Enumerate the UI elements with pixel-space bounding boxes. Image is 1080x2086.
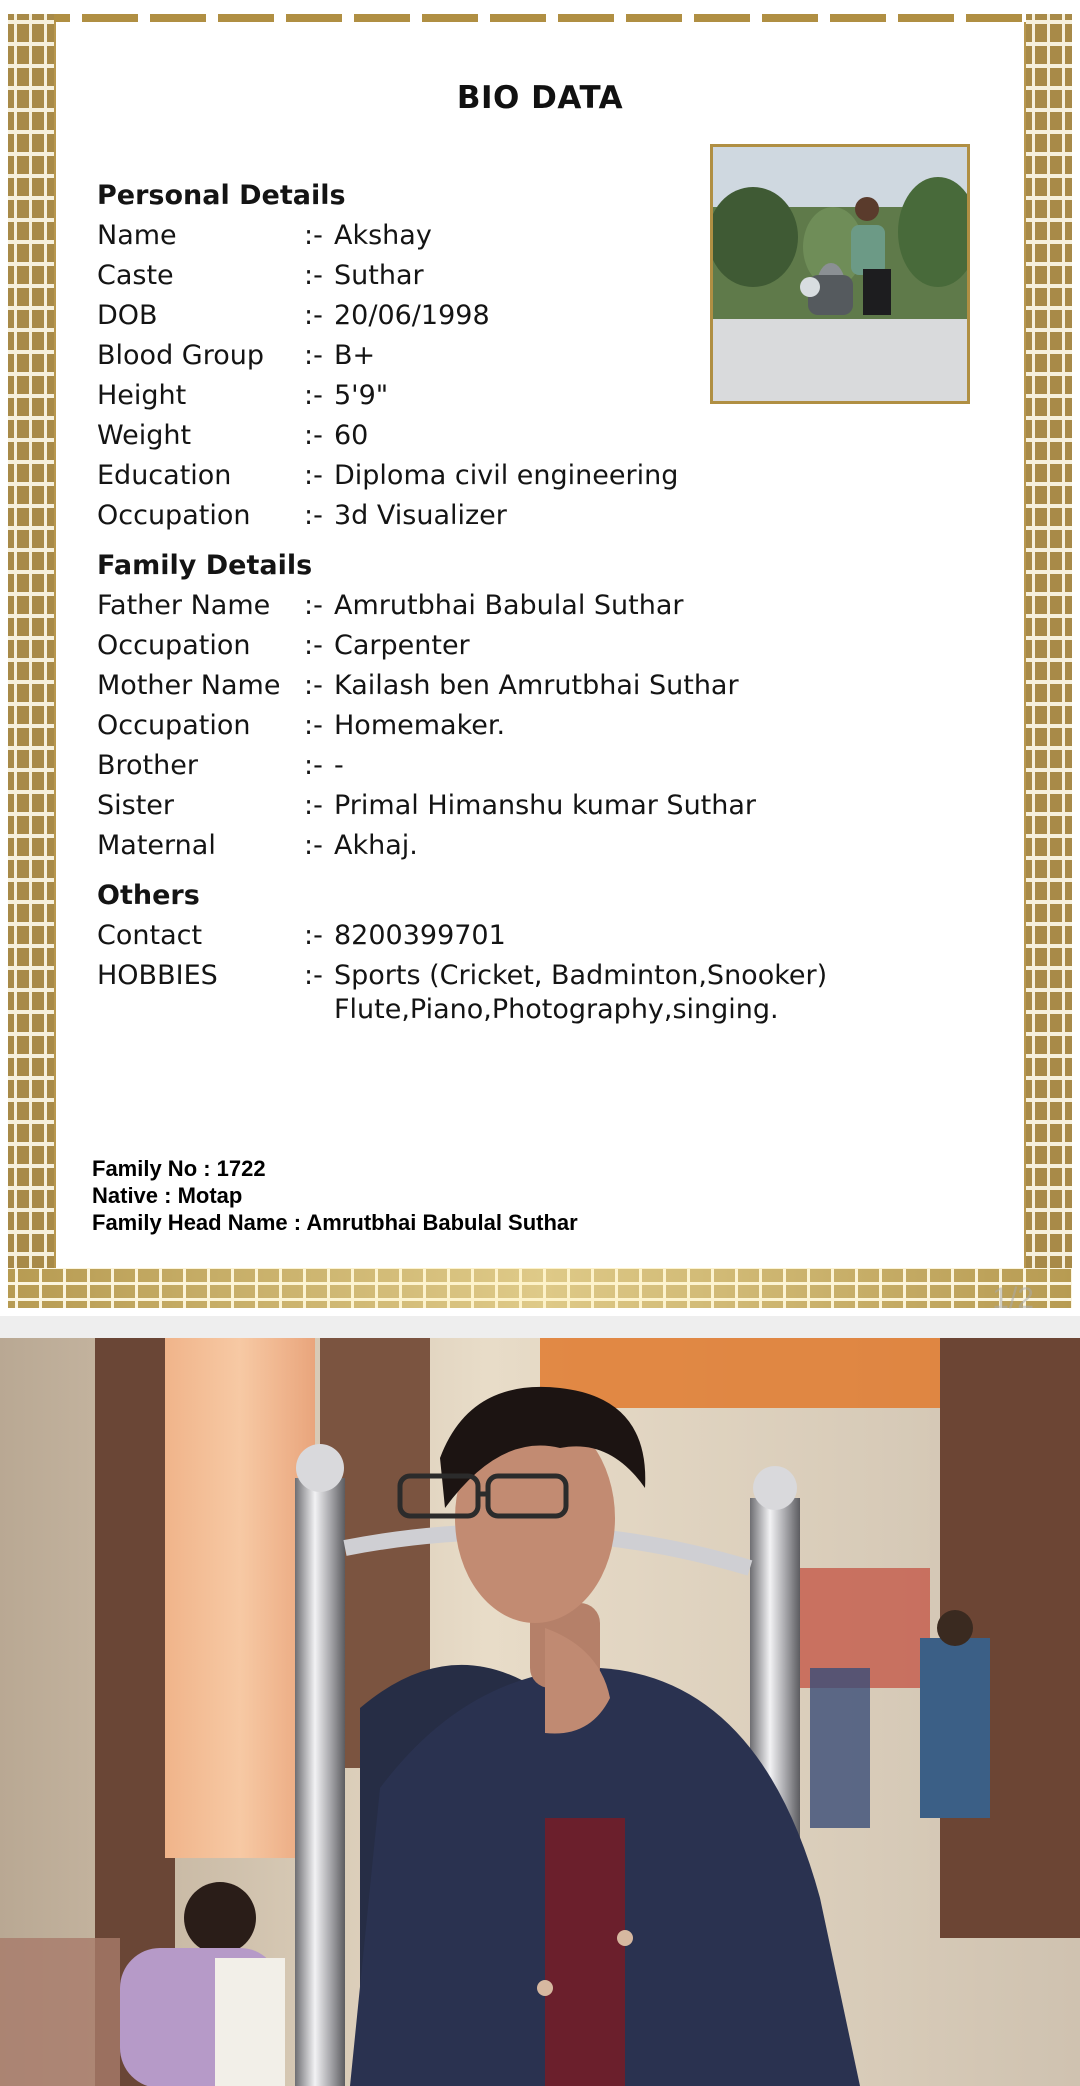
detail-separator: :- (304, 500, 323, 531)
detail-row (97, 256, 877, 296)
detail-separator: :- (304, 670, 323, 701)
detail-label: Mother Name (97, 670, 281, 701)
contact-label: Contact (97, 920, 203, 951)
detail-value: 20/06/1998 (334, 300, 490, 331)
detail-value: B+ (334, 340, 376, 371)
hobbies-line-2: Flute,Piano,Photography,singing. (334, 994, 779, 1025)
detail-value: - (334, 750, 344, 781)
detail-row (97, 336, 877, 376)
detail-row (97, 826, 877, 866)
detail-label: Name (97, 220, 177, 251)
detail-label: Caste (97, 260, 174, 291)
detail-separator: :- (304, 750, 323, 781)
detail-label: Blood Group (97, 340, 264, 371)
detail-row (97, 496, 877, 536)
detail-value: Kailash ben Amrutbhai Suthar (334, 670, 739, 701)
detail-row (97, 626, 877, 666)
detail-separator: :- (304, 260, 323, 291)
detail-label: Maternal (97, 830, 216, 861)
border-right (1026, 14, 1072, 1284)
contact-value: 8200399701 (334, 920, 506, 951)
native-place: Native : Motap (92, 1183, 243, 1208)
detail-row (97, 706, 877, 746)
border-top (14, 14, 1066, 22)
detail-separator: :- (304, 710, 323, 741)
detail-separator: :- (304, 590, 323, 621)
detail-separator: :- (304, 790, 323, 821)
detail-label: Sister (97, 790, 175, 821)
detail-separator: :- (304, 460, 323, 491)
detail-value: 5'9" (334, 380, 389, 411)
border-left (8, 14, 54, 1284)
personal-details-heading: Personal Details (97, 180, 346, 211)
detail-label: Occupation (97, 500, 251, 531)
detail-value: Diploma civil engineering (334, 460, 679, 491)
detail-row (97, 296, 877, 336)
detail-label: Height (97, 380, 187, 411)
detail-separator: :- (304, 380, 323, 411)
border-bottom (8, 1268, 1072, 1308)
family-details-heading: Family Details (97, 550, 313, 581)
detail-label: Brother (97, 750, 198, 781)
family-head-name: Family Head Name : Amrutbhai Babulal Suthar (92, 1210, 578, 1235)
detail-row (97, 786, 877, 826)
hobbies-label: HOBBIES (97, 960, 218, 991)
hobbies-line-1: Sports (Cricket, Badminton,Snooker) (334, 960, 828, 991)
detail-row (97, 666, 877, 706)
page-separator (0, 1316, 1080, 1338)
detail-label: Occupation (97, 710, 251, 741)
detail-row (97, 416, 877, 456)
detail-separator: :- (304, 920, 323, 951)
detail-value: Suthar (334, 260, 424, 291)
contact-row (97, 916, 877, 956)
detail-value: Homemaker. (334, 710, 506, 741)
detail-label: Father Name (97, 590, 271, 621)
border-inner-rule-left (54, 22, 56, 1268)
detail-value: 3d Visualizer (334, 500, 507, 531)
family-number: Family No : 1722 (92, 1156, 266, 1181)
detail-separator: :- (304, 220, 323, 251)
border-inner-rule-right (1024, 22, 1026, 1268)
detail-separator: :- (304, 340, 323, 371)
hobbies-row (97, 956, 877, 1030)
details-list (97, 176, 877, 1030)
detail-separator: :- (304, 420, 323, 451)
biodata-page-2-photo (0, 1338, 1080, 2086)
others-heading: Others (97, 880, 200, 911)
detail-label: Weight (97, 420, 192, 451)
detail-value: Amrutbhai Babulal Suthar (334, 590, 684, 621)
detail-value: 60 (334, 420, 369, 451)
hobbies-value (334, 956, 877, 1030)
family-footer (92, 1155, 578, 1236)
detail-value: Akhaj. (334, 830, 418, 861)
detail-row (97, 376, 877, 416)
detail-value: Primal Himanshu kumar Suthar (334, 790, 757, 821)
page-number: 1/2 (992, 1282, 1034, 1315)
detail-label: Education (97, 460, 232, 491)
detail-row (97, 586, 877, 626)
page-title: BIO DATA (456, 80, 624, 116)
detail-label: DOB (97, 300, 158, 331)
detail-row (97, 746, 877, 786)
detail-separator: :- (304, 630, 323, 661)
detail-separator: :- (304, 960, 323, 991)
detail-value: Akshay (334, 220, 432, 251)
detail-separator: :- (304, 300, 323, 331)
detail-label: Occupation (97, 630, 251, 661)
detail-row (97, 456, 877, 496)
portrait-photo (0, 1338, 1080, 2086)
detail-separator: :- (304, 830, 323, 861)
detail-value: Carpenter (334, 630, 470, 661)
detail-row (97, 216, 877, 256)
